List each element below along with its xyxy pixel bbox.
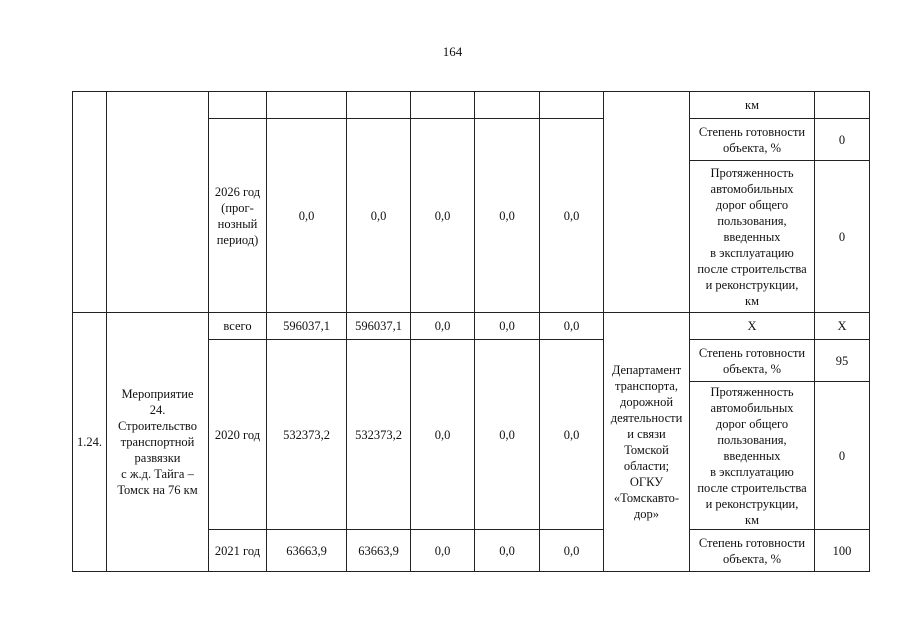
indicator-value-cell: 0 — [815, 119, 870, 161]
item-number-cell — [73, 92, 107, 313]
indicator-value-cell: 95 — [815, 340, 870, 382]
indicator-value-cell: Х — [815, 313, 870, 340]
value-cell: 0,0 — [540, 313, 604, 340]
value-cell: 0,0 — [475, 313, 540, 340]
indicator-cell: Х — [690, 313, 815, 340]
value-cell: 0,0 — [267, 119, 347, 313]
value-cell — [411, 92, 475, 119]
period-cell: всего — [209, 313, 267, 340]
value-cell: 0,0 — [411, 313, 475, 340]
table-row — [73, 313, 870, 340]
value-cell: 0,0 — [475, 530, 540, 572]
value-cell — [347, 92, 411, 119]
value-cell: 0,0 — [475, 340, 540, 530]
value-cell: 0,0 — [475, 119, 540, 313]
indicator-value-cell: 0 — [815, 382, 870, 530]
value-cell: 532373,2 — [347, 340, 411, 530]
value-cell: 596037,1 — [267, 313, 347, 340]
value-cell — [540, 92, 604, 119]
item-name-cell: Мероприятие 24. Строительство транспортной развязки с ж.д. Тайга – Томск на 76 км — [107, 313, 209, 572]
value-cell: 0,0 — [411, 530, 475, 572]
value-cell: 0,0 — [540, 340, 604, 530]
value-cell: 0,0 — [540, 119, 604, 313]
indicator-cell: Протяженность автомобильных дорог общего пользования, введенных в эксплуатацию после строительства и реконструкции, км — [690, 161, 815, 313]
indicator-cell: Степень готовности объекта, % — [690, 530, 815, 572]
indicator-cell: Степень готовности объекта, % — [690, 119, 815, 161]
period-cell: 2021 год — [209, 530, 267, 572]
executor-cell: Департамент транспорта, дорожной деятельности и связи Томской области; ОГКУ «Томскавто- дор» — [604, 313, 690, 572]
value-cell: 63663,9 — [347, 530, 411, 572]
value-cell: 0,0 — [411, 119, 475, 313]
indicator-value-cell — [815, 92, 870, 119]
executor-cell — [604, 92, 690, 313]
value-cell: 0,0 — [540, 530, 604, 572]
period-cell — [209, 92, 267, 119]
value-cell: 0,0 — [411, 340, 475, 530]
indicator-cell: Протяженность автомобильных дорог общего пользования, введенных в эксплуатацию после строительства и реконструкции, км — [690, 382, 815, 530]
period-cell: 2026 год (прог- нозный период) — [209, 119, 267, 313]
value-cell — [475, 92, 540, 119]
indicator-cell: км — [690, 92, 815, 119]
value-cell: 532373,2 — [267, 340, 347, 530]
item-number-cell: 1.24. — [73, 313, 107, 572]
value-cell — [267, 92, 347, 119]
value-cell: 63663,9 — [267, 530, 347, 572]
item-name-cell — [107, 92, 209, 313]
indicator-value-cell: 100 — [815, 530, 870, 572]
value-cell: 596037,1 — [347, 313, 411, 340]
indicator-value-cell: 0 — [815, 161, 870, 313]
period-cell: 2020 год — [209, 340, 267, 530]
page-number: 164 — [442, 44, 463, 59]
value-cell: 0,0 — [347, 119, 411, 313]
program-table — [72, 91, 870, 572]
indicator-cell: Степень готовности объекта, % — [690, 340, 815, 382]
table-row — [73, 92, 870, 119]
